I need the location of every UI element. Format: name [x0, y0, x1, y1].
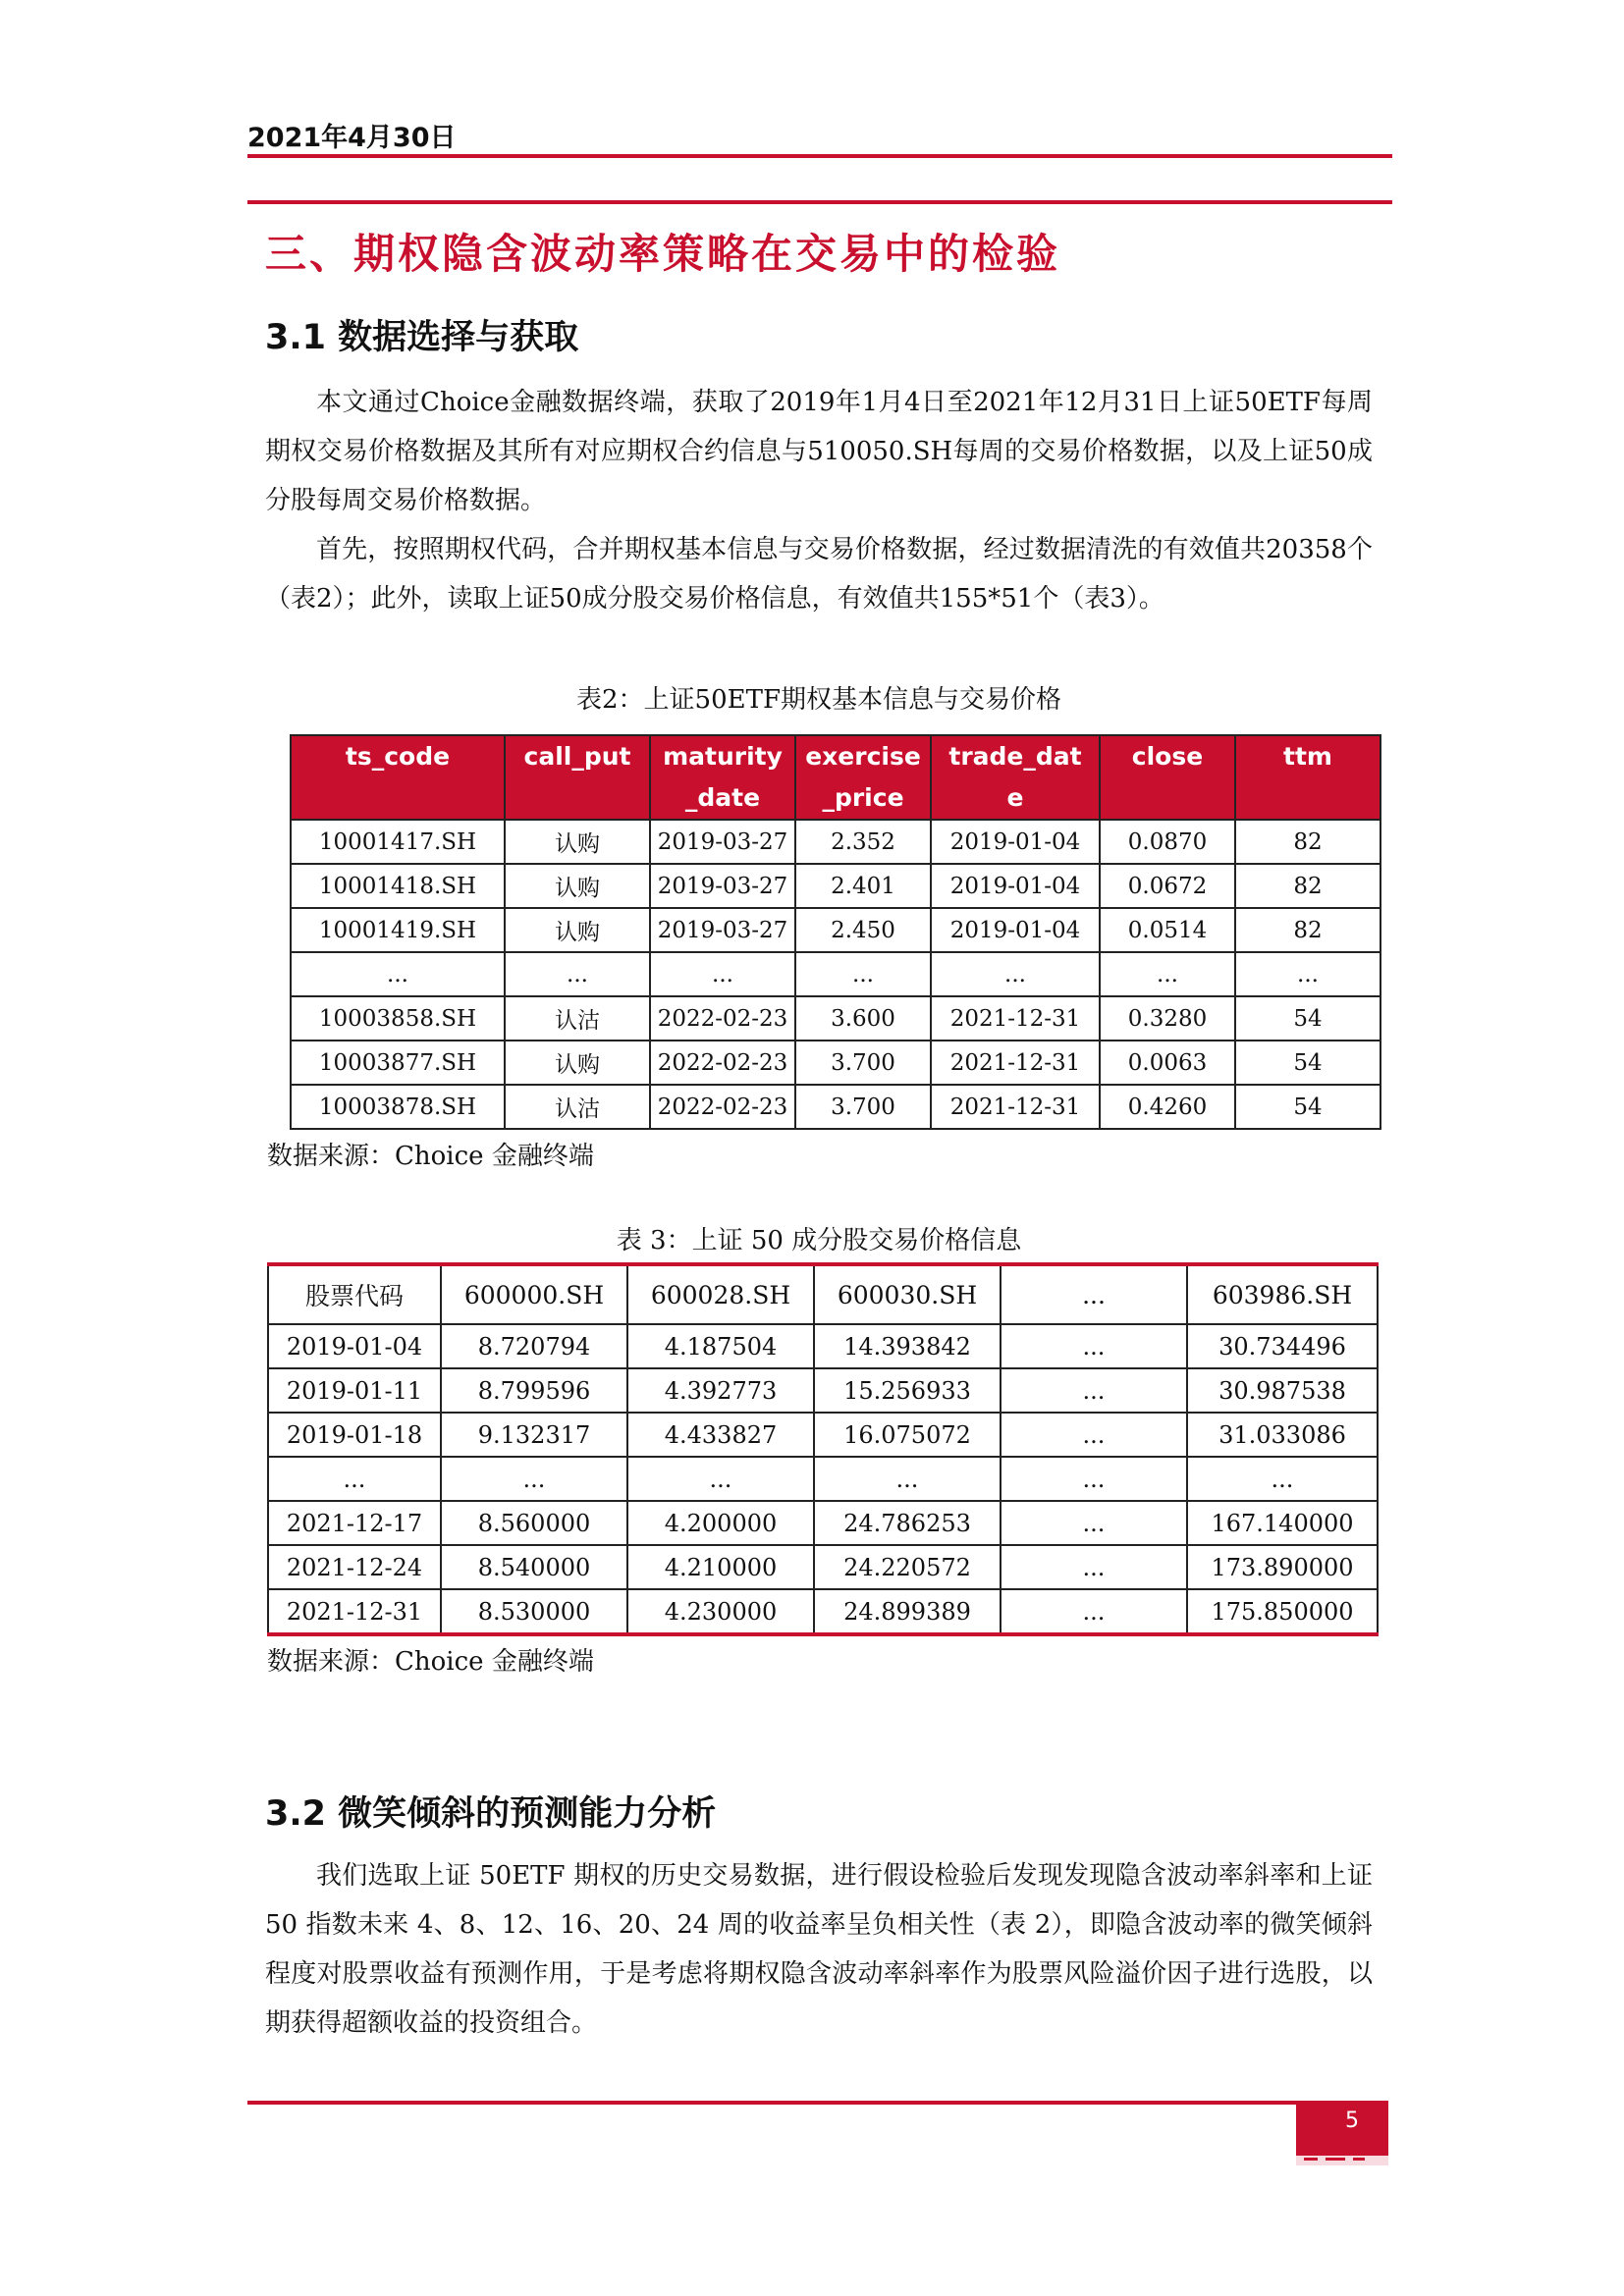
table2-cell: 2022-02-23	[650, 996, 795, 1041]
table2-cell: 0.3280	[1100, 996, 1235, 1041]
table2-cell: 2019-03-27	[650, 820, 795, 864]
table-row	[291, 952, 1380, 996]
table2-cell: 认购	[505, 908, 650, 952]
table3-cell: 24.899389	[814, 1589, 1001, 1634]
table2-cell: 2022-02-23	[650, 1041, 795, 1085]
table3-header-row	[268, 1264, 1378, 1324]
table3-cell: 15.256933	[814, 1368, 1001, 1413]
table3-cell: ...	[1001, 1324, 1187, 1368]
table3-cell: ...	[1187, 1457, 1378, 1501]
table3-cell: 4.200000	[627, 1501, 814, 1545]
table3-cell: 16.075072	[814, 1413, 1001, 1457]
table3-cell: 24.786253	[814, 1501, 1001, 1545]
table2-cell: 0.4260	[1100, 1085, 1235, 1129]
table3-header-cell: 600030.SH	[814, 1264, 1001, 1324]
table-row	[268, 1501, 1378, 1545]
table2-cell: 2019-01-04	[931, 908, 1100, 952]
table3-cell: 4.433827	[627, 1413, 814, 1457]
table3-cell: ...	[627, 1457, 814, 1501]
table2-cell: 2.401	[795, 864, 931, 908]
table3-cell: 2021-12-24	[268, 1545, 441, 1589]
table3-cell: 8.720794	[441, 1324, 627, 1368]
table3-cell: 2019-01-04	[268, 1324, 441, 1368]
table3-header-cell: 600028.SH	[627, 1264, 814, 1324]
table2-cell: 0.0672	[1100, 864, 1235, 908]
table3-caption: 表 3：上证 50 成分股交易价格信息	[616, 1226, 1022, 1255]
table2-cell: 0.0063	[1100, 1041, 1235, 1085]
subsection-title-3-2: 3.2 微笑倾斜的预测能力分析	[265, 1794, 717, 1834]
table-row	[291, 820, 1380, 864]
table3-cell: 2021-12-31	[268, 1589, 441, 1634]
table2-cell: 2019-01-04	[931, 820, 1100, 864]
table2-cell: 3.600	[795, 996, 931, 1041]
table3-cell: ...	[1001, 1413, 1187, 1457]
table2-cell: 10001419.SH	[291, 908, 505, 952]
table2-cell: 3.700	[795, 1085, 931, 1129]
table3-cell: 14.393842	[814, 1324, 1001, 1368]
header-rule-secondary	[247, 200, 1392, 204]
table2-cell: ...	[931, 952, 1100, 996]
table2-cell: 82	[1235, 908, 1380, 952]
table-row	[291, 996, 1380, 1041]
report-date: 2021年4月30日	[247, 123, 457, 153]
table3-cell: 2019-01-18	[268, 1413, 441, 1457]
table2-option-info	[290, 734, 1381, 1130]
table2-cell: 认购	[505, 820, 650, 864]
table3-cell: 2019-01-11	[268, 1368, 441, 1413]
table2-cell: 认购	[505, 1041, 650, 1085]
footer-decoration-icon	[1296, 2140, 1394, 2165]
table-row	[291, 1041, 1380, 1085]
table2-cell: 2.450	[795, 908, 931, 952]
table2-cell: 2019-01-04	[931, 864, 1100, 908]
page-number: 5	[1345, 2109, 1359, 2133]
table2-cell: ...	[505, 952, 650, 996]
table3-header-cell: 603986.SH	[1187, 1264, 1378, 1324]
table3-cell: 4.210000	[627, 1545, 814, 1589]
table2-cell: 2019-03-27	[650, 908, 795, 952]
table-row	[291, 1085, 1380, 1129]
table-row	[268, 1545, 1378, 1589]
table2-cell: ...	[1235, 952, 1380, 996]
table2-caption: 表2：上证50ETF期权基本信息与交易价格	[576, 685, 1061, 715]
table3-header-cell: 600000.SH	[441, 1264, 627, 1324]
table3-cell: 24.220572	[814, 1545, 1001, 1589]
table3-cell: 4.392773	[627, 1368, 814, 1413]
table-row	[268, 1413, 1378, 1457]
table3-cell: ...	[1001, 1545, 1187, 1589]
header-rule	[247, 154, 1392, 158]
footer-rule	[247, 2101, 1298, 2105]
paragraph-smile-skew: 我们选取上证 50ETF 期权的历史交易数据，进行假设检验后发现发现隐含波动率斜率和上证 50 指数未来 4、8、12、16、20、24 周的收益率呈负相关性（表 2），即隐含波动率的微笑倾斜程度对股票收益有预测作用，于是考虑将期权隐含波动率斜率作为股票风险溢价因子进行选股，以期获得超额收益的投资组合。	[265, 1861, 1373, 2038]
table2-header-cell: call_put	[505, 735, 650, 820]
table2-cell: 54	[1235, 1041, 1380, 1085]
table2-cell: 82	[1235, 864, 1380, 908]
table3-source: 数据来源：Choice 金融终端	[267, 1647, 594, 1677]
table2-cell: 2021-12-31	[931, 1041, 1100, 1085]
table-row	[291, 864, 1380, 908]
paragraph-data-source: 本文通过Choice金融数据终端，获取了2019年1月4日至2021年12月31日上证50ETF每周期权交易价格数据及其所有对应期权合约信息与510050.SH每周的交易价格数据，以及上证50成分股每周交易价格数据。	[265, 388, 1373, 515]
table2-header-cell: maturity _date	[650, 735, 795, 820]
table2-header-cell: ttm	[1235, 735, 1380, 820]
table3-header-cell: 股票代码	[268, 1264, 441, 1324]
table3-cell: 8.560000	[441, 1501, 627, 1545]
table2-cell: 10001417.SH	[291, 820, 505, 864]
table2-header-cell: ts_code	[291, 735, 505, 820]
table2-cell: 0.0514	[1100, 908, 1235, 952]
table2-cell: 认购	[505, 864, 650, 908]
table3-cell: 8.540000	[441, 1545, 627, 1589]
table2-cell: 0.0870	[1100, 820, 1235, 864]
table2-cell: 10001418.SH	[291, 864, 505, 908]
table2-cell: ...	[795, 952, 931, 996]
table3-cell: ...	[441, 1457, 627, 1501]
table3-cell: 2021-12-17	[268, 1501, 441, 1545]
table3-cell: 9.132317	[441, 1413, 627, 1457]
table2-cell: 54	[1235, 1085, 1380, 1129]
table2-cell: 认沽	[505, 1085, 650, 1129]
table3-cell: 173.890000	[1187, 1545, 1378, 1589]
table3-cell: 8.799596	[441, 1368, 627, 1413]
table3-header-cell: ...	[1001, 1264, 1187, 1324]
table-row	[268, 1457, 1378, 1501]
table-row	[268, 1368, 1378, 1413]
table2-header-cell: trade_dat e	[931, 735, 1100, 820]
table-row	[268, 1324, 1378, 1368]
table3-cell: ...	[1001, 1589, 1187, 1634]
table3-cell: 8.530000	[441, 1589, 627, 1634]
table2-cell: ...	[650, 952, 795, 996]
table3-cell: ...	[814, 1457, 1001, 1501]
table2-cell: 10003877.SH	[291, 1041, 505, 1085]
table2-cell: 2019-03-27	[650, 864, 795, 908]
table3-stock-prices	[267, 1262, 1379, 1636]
table2-source: 数据来源：Choice 金融终端	[267, 1142, 594, 1171]
table2-header-row	[291, 735, 1380, 820]
table2-cell: 2.352	[795, 820, 931, 864]
table3-cell: 167.140000	[1187, 1501, 1378, 1545]
table-row	[291, 908, 1380, 952]
paragraph-data-cleaning: 首先，按照期权代码，合并期权基本信息与交易价格数据，经过数据清洗的有效值共20358个（表2）；此外，读取上证50成分股交易价格信息，有效值共155*51个（表3）。	[265, 535, 1373, 614]
table2-cell: 10003878.SH	[291, 1085, 505, 1129]
table2-cell: ...	[291, 952, 505, 996]
subsection-title-3-1: 3.1 数据选择与获取	[265, 318, 579, 357]
table-row	[268, 1589, 1378, 1634]
table2-cell: 3.700	[795, 1041, 931, 1085]
table2-cell: 54	[1235, 996, 1380, 1041]
table2-cell: 2021-12-31	[931, 996, 1100, 1041]
table2-header-cell: close	[1100, 735, 1235, 820]
table3-cell: 4.187504	[627, 1324, 814, 1368]
table3-cell: 30.987538	[1187, 1368, 1378, 1413]
table3-cell: 4.230000	[627, 1589, 814, 1634]
table3-cell: 175.850000	[1187, 1589, 1378, 1634]
table3-cell: ...	[1001, 1457, 1187, 1501]
table3-cell: 31.033086	[1187, 1413, 1378, 1457]
table2-cell: ...	[1100, 952, 1235, 996]
table3-cell: ...	[268, 1457, 441, 1501]
table2-cell: 2021-12-31	[931, 1085, 1100, 1129]
table2-cell: 10003858.SH	[291, 996, 505, 1041]
table3-cell: ...	[1001, 1501, 1187, 1545]
table2-cell: 2022-02-23	[650, 1085, 795, 1129]
table2-cell: 82	[1235, 820, 1380, 864]
table2-cell: 认沽	[505, 996, 650, 1041]
table3-cell: ...	[1001, 1368, 1187, 1413]
section-title: 三、期权隐含波动率策略在交易中的检验	[265, 230, 1061, 278]
table2-header-cell: exercise _price	[795, 735, 931, 820]
table3-cell: 30.734496	[1187, 1324, 1378, 1368]
